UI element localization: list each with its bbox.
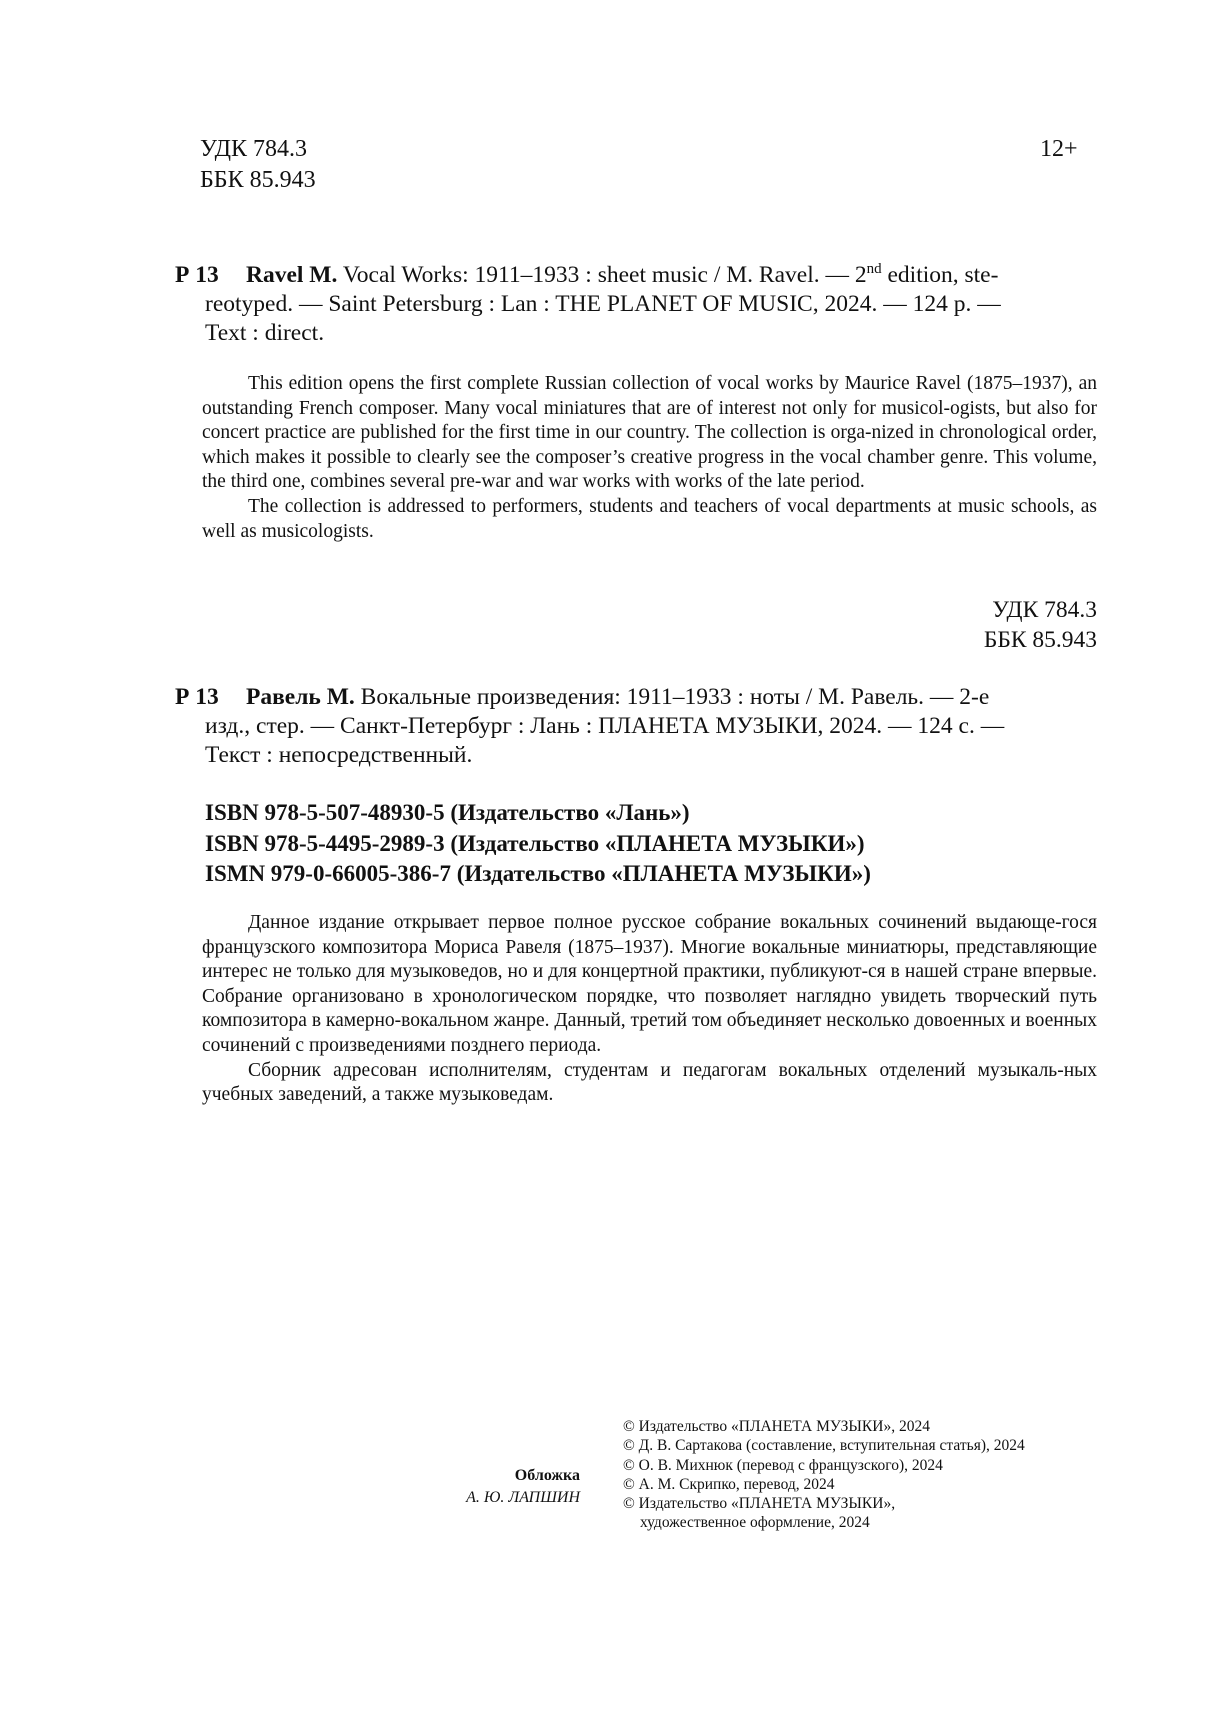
edition-superscript: nd xyxy=(866,261,882,277)
isbn-block xyxy=(205,798,871,890)
entry-en-line2: reotyped. — Saint Petersburg : Lan : THE PLANET OF MUSIC, 2024. — 124 p. — xyxy=(205,290,1001,317)
classification-right xyxy=(900,595,1097,655)
abstract-ru xyxy=(202,911,1097,1108)
entry-code: Р 13 xyxy=(175,261,219,288)
copyright-line: © А. М. Скрипко, перевод, 2024 xyxy=(623,1475,835,1493)
ismn-planet: ISMN 979-0-66005-386-7 (Издательство «ПЛАНЕТА МУЗЫКИ») xyxy=(205,861,871,886)
entry-title: Vocal Works: 1911–1933 : sheet music / M. Ravel. — 2 xyxy=(337,261,867,288)
isbn-lan: ISBN 978-5-507-48930-5 (Издательство «Лань») xyxy=(205,800,690,825)
copyright-block xyxy=(623,1417,1025,1533)
entry-ru-line3: Текст : непосредственный. xyxy=(205,742,473,768)
copyright-line: © Издательство «ПЛАНЕТА МУЗЫКИ», xyxy=(623,1495,896,1513)
entry-author: Равель М. xyxy=(246,684,355,710)
entry-ru-line1 xyxy=(175,683,1097,712)
entry-code: Р 13 xyxy=(175,684,219,710)
copyright-line: © О. В. Михнюк (перевод с французского), 2024 xyxy=(623,1456,943,1474)
cover-label: Обложка xyxy=(514,1467,580,1484)
entry-title-end: edition, ste- xyxy=(881,261,999,288)
age-rating: 12+ xyxy=(1040,136,1078,162)
bibliographic-entry-ru xyxy=(175,683,1097,770)
entry-en-line3: Text : direct. xyxy=(205,319,325,346)
abstract-en-paragraph-2: The collection is addressed to performers, students and teachers of vocal departments at music schools, as well as musicologists. xyxy=(202,495,1097,542)
abstract-en xyxy=(202,372,1097,544)
abstract-ru-paragraph-2: Сборник адресован исполнителям, студентам и педагогам вокальных отделений музыкаль-ных учебных заведений, а также музыковедам. xyxy=(202,1059,1097,1106)
udk-code: УДК 784.3 xyxy=(200,136,307,162)
udk-code-right: УДК 784.3 xyxy=(992,597,1097,623)
isbn-planet: ISBN 978-5-4495-2989-3 (Издательство «ПЛАНЕТА МУЗЫКИ») xyxy=(205,830,865,856)
copyright-line: © Издательство «ПЛАНЕТА МУЗЫКИ», 2024 xyxy=(623,1418,930,1435)
entry-en-line1 xyxy=(175,255,1097,290)
entry-ru-line2: изд., стер. — Санкт-Петербург : Лань : ПЛАНЕТА МУЗЫКИ, 2024. — 124 с. — xyxy=(205,713,1005,739)
abstract-en-paragraph-1: This edition opens the first complete Russian collection of vocal works by Maurice Ravel (1875–1937), an outstanding French composer. Many vocal miniatures that are of interest not only for musicol-ogists, but also for concert practice are published for the first time in our country. The collection is orga-nized in chronological order, which makes it possible to clearly see the composer’s creative progress in the vocal chamber genre. This volume, the third one, combines several pre-war and war works with works of the late period. xyxy=(202,373,1097,493)
bbk-code-right: ББК 85.943 xyxy=(983,627,1097,653)
cover-credit xyxy=(380,1465,580,1509)
copyright-line: © Д. В. Сартакова (составление, вступительная статья), 2024 xyxy=(623,1437,1025,1455)
entry-title: Вокальные произведения: 1911–1933 : ноты / М. Равель. — 2-е xyxy=(354,684,990,710)
abstract-ru-paragraph-1: Данное издание открывает первое полное русское собрание вокальных сочинений выдающе-гося французского композитора Мориса Равеля (1875–1937). Многие вокальные миниатюры, представляющие интерес не только для музыковедов, но и для концертной практики, публикуют-ся в нашей стране впервые. Собрание организовано в хронологическом порядке, что позволяет наглядно увидеть творческий путь композитора в камерно-вокальном жанре. Данный, третий том объединяет несколько довоенных и военных сочинений с произведениями позднего периода. xyxy=(202,912,1097,1056)
classification-block xyxy=(200,134,316,196)
entry-author: Ravel M. xyxy=(246,261,338,288)
cover-artist: А. Ю. ЛАПШИН xyxy=(466,1489,580,1506)
bbk-code: ББК 85.943 xyxy=(200,167,316,193)
copyright-line-continued: художественное оформление, 2024 xyxy=(640,1514,870,1532)
bibliographic-entry-en xyxy=(175,255,1097,348)
